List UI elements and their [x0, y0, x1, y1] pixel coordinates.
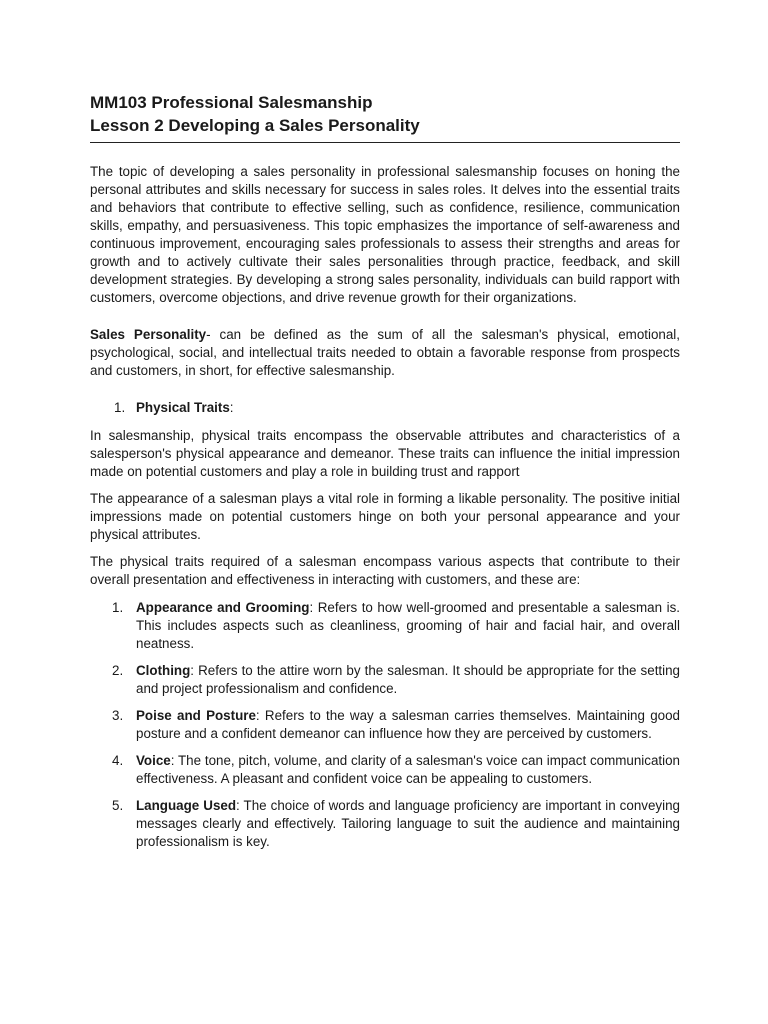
- list-item-number: 3.: [112, 708, 124, 723]
- course-title: MM103 Professional Salesmanship: [90, 93, 373, 112]
- list-item-text: : The tone, pitch, volume, and clarity of a salesman's voice can impact communication effectiveness. A pleasant and confident voice can be appealing to customers.: [136, 753, 680, 786]
- list-item-term: Poise and Posture: [136, 708, 256, 723]
- physical-traits-paragraph-3: The physical traits required of a salesman encompass various aspects that contribute to their overall presentation and effectiveness in interacting with customers, and these are:: [90, 554, 680, 587]
- section-title: Physical Traits: [136, 400, 230, 415]
- list-item-term: Voice: [136, 753, 171, 768]
- list-item-text: : Refers to the way a salesman carries themselves. Maintaining good posture and a confident demeanor can influence how they are perceived by customers.: [136, 708, 680, 741]
- definition-term: Sales Personality: [90, 327, 207, 342]
- list-item-text: : Refers to how well-groomed and presentable a salesman is. This includes aspects such as cleanliness, grooming of hair and facial hair, and overall neatness.: [136, 600, 680, 651]
- section-number: 1.: [114, 400, 126, 415]
- list-item-term: Appearance and Grooming: [136, 600, 310, 615]
- list-item-text: : The choice of words and language proficiency are important in conveying messages clearly and effectively. Tailoring language to suit the audience and maintaining professionalism is key.: [136, 798, 680, 849]
- list-item-number: 1.: [112, 600, 124, 615]
- physical-traits-paragraph-1: In salesmanship, physical traits encompass the observable attributes and characteristics of a salesperson's physical appearance and demeanor. These traits can influence the initial impression made on potential customers and play a role in building trust and rapport: [90, 428, 680, 479]
- physical-traits-list: [90, 599, 680, 851]
- definition-paragraph: [90, 326, 680, 380]
- list-item: [90, 707, 680, 743]
- section-heading-physical-traits: [90, 399, 680, 417]
- list-item: [90, 662, 680, 698]
- intro-paragraph: The topic of developing a sales personality in professional salesmanship focuses on honing the personal attributes and skills necessary for success in sales roles. It delves into the essential traits and behaviors that contribute to effective selling, such as confidence, resilience, communication skills, empathy, and persuasiveness. This topic emphasizes the importance of self-awareness and continuous improvement, encouraging sales professionals to assess their strengths and areas for growth and to actively cultivate their sales personalities through practice, feedback, and skill development strategies. By developing a strong sales personality, individuals can build rapport with customers, overcome objections, and drive revenue growth for their organizations.: [90, 164, 680, 305]
- list-item-number: 5.: [112, 798, 124, 813]
- list-item: [90, 752, 680, 788]
- list-item-number: 2.: [112, 663, 124, 678]
- list-item-text: : Refers to the attire worn by the salesman. It should be appropriate for the setting and project professionalism and confidence.: [136, 663, 680, 696]
- section-title-suffix: :: [229, 400, 234, 415]
- definition-text: - can be defined as the sum of all the salesman's physical, emotional, psychological, social, and intellectual traits needed to obtain a favorable response from prospects and customers, in short, for effective salesmanship.: [90, 327, 681, 378]
- list-item: [90, 599, 680, 653]
- list-item-term: Clothing: [136, 663, 191, 678]
- list-item-number: 4.: [112, 753, 124, 768]
- list-item: [90, 797, 680, 851]
- physical-traits-paragraph-2: The appearance of a salesman plays a vital role in forming a likable personality. The positive initial impressions made on potential customers hinge on both your personal appearance and your physical attributes.: [90, 491, 680, 542]
- title-divider: [90, 142, 680, 143]
- lesson-title: Lesson 2 Developing a Sales Personality: [90, 116, 420, 135]
- list-item-term: Language Used: [136, 798, 237, 813]
